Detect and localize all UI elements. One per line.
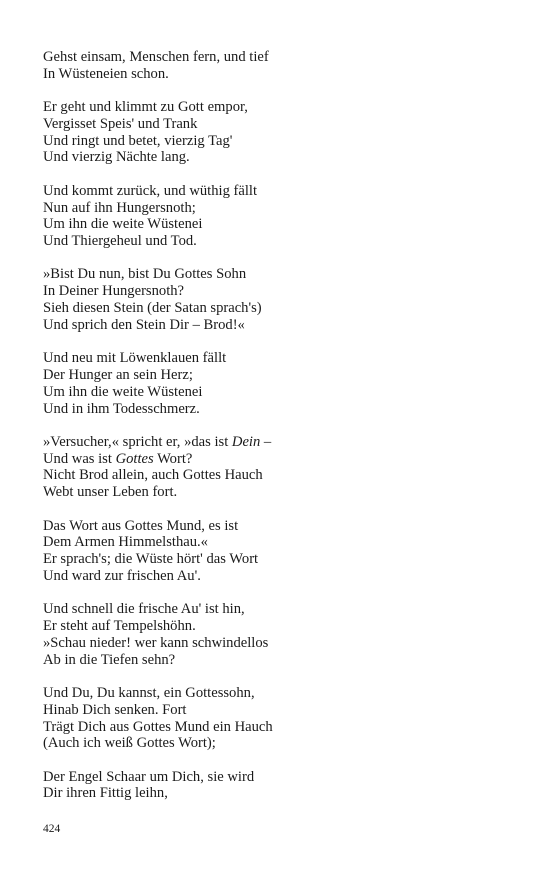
stanza — [43, 518, 523, 585]
verse-line — [43, 99, 523, 116]
page-number: 424 — [43, 823, 61, 835]
verse-line — [43, 200, 523, 217]
stanza — [43, 49, 523, 83]
verse-line — [43, 183, 523, 200]
verse-line — [43, 317, 523, 334]
stanza — [43, 183, 523, 250]
stanza — [43, 601, 523, 668]
verse-text: Und ringt und betet, vierzig Tag' — [43, 132, 233, 149]
verse-text: Ab in die Tiefen sehn? — [43, 651, 176, 668]
verse-text: Wort? — [153, 450, 193, 467]
verse-text: – — [260, 433, 272, 450]
verse-text: »Schau nieder! wer kann schwindellos — [43, 634, 269, 651]
verse-line — [43, 702, 523, 719]
verse-line — [43, 534, 523, 551]
verse-line — [43, 652, 523, 669]
verse-text: Und was ist — [43, 450, 116, 467]
verse-text: Der Hunger an sein Herz; — [43, 366, 193, 383]
verse-text: Und vierzig Nächte lang. — [43, 149, 190, 166]
verse-line — [43, 66, 523, 83]
verse-line — [43, 216, 523, 233]
verse-text: Nicht Brod allein, auch Gottes Hauch — [43, 467, 263, 484]
verse-line — [43, 719, 523, 736]
verse-line — [43, 384, 523, 401]
verse-line — [43, 618, 523, 635]
stanza — [43, 769, 523, 803]
verse-line — [43, 116, 523, 133]
stanza — [43, 685, 523, 752]
verse-text: Und sprich den Stein Dir – Brod!« — [43, 316, 245, 333]
verse-text: Dem Armen Himmelsthau.« — [43, 534, 208, 551]
verse-line — [43, 769, 523, 786]
italic-text: Dein — [231, 433, 261, 450]
verse-line — [43, 451, 523, 468]
verse-text: Dir ihren Fittig leihn, — [43, 785, 168, 802]
verse-line — [43, 149, 523, 166]
verse-line — [43, 283, 523, 300]
verse-line — [43, 484, 523, 501]
verse-text: Er geht und klimmt zu Gott empor, — [43, 99, 248, 116]
verse-text: (Auch ich weiß Gottes Wort); — [43, 735, 216, 752]
verse-text: Hinab Dich senken. Fort — [43, 701, 187, 718]
verse-line — [43, 233, 523, 250]
verse-text: Er steht auf Tempelshöhn. — [43, 618, 196, 635]
verse-text: In Wüsteneien schon. — [43, 65, 169, 82]
verse-line — [43, 601, 523, 618]
verse-text: Um ihn die weite Wüstenei — [43, 216, 203, 233]
verse-line — [43, 785, 523, 802]
stanza — [43, 350, 523, 417]
verse-line — [43, 133, 523, 150]
verse-line — [43, 266, 523, 283]
verse-text: Trägt Dich aus Gottes Mund ein Hauch — [43, 718, 273, 735]
verse-text: Vergisset Speis' und Trank — [43, 115, 198, 132]
verse-text: In Deiner Hungersnoth? — [43, 283, 185, 300]
verse-line — [43, 551, 523, 568]
stanza — [43, 434, 523, 501]
verse-text: »Versucher,« spricht er, »das ist — [43, 433, 232, 450]
verse-text: Nun auf ihn Hungersnoth; — [43, 199, 196, 216]
verse-line — [43, 434, 523, 451]
verse-text: Und Du, Du kannst, ein Gottessohn, — [43, 684, 255, 701]
verse-text: Und schnell die frische Au' ist hin, — [43, 601, 245, 618]
verse-text: Und Thiergeheul und Tod. — [43, 233, 197, 250]
italic-text: Gottes — [115, 450, 154, 467]
verse-line — [43, 401, 523, 418]
verse-text: Und ward zur frischen Au'. — [43, 567, 201, 584]
verse-text: Sieh diesen Stein (der Satan sprach's) — [43, 300, 262, 317]
verse-line — [43, 367, 523, 384]
stanza — [43, 99, 523, 166]
poem-body — [43, 49, 523, 819]
verse-text: »Bist Du nun, bist Du Gottes Sohn — [43, 266, 247, 283]
verse-line — [43, 49, 523, 66]
verse-text: Der Engel Schaar um Dich, sie wird — [43, 768, 255, 785]
verse-text: Das Wort aus Gottes Mund, es ist — [43, 517, 239, 534]
verse-line — [43, 685, 523, 702]
verse-text: Und in ihm Todesschmerz. — [43, 400, 200, 417]
verse-line — [43, 518, 523, 535]
verse-text: Webt unser Leben fort. — [43, 484, 178, 501]
verse-text: Und neu mit Löwenklauen fällt — [43, 350, 227, 367]
verse-line — [43, 635, 523, 652]
verse-line — [43, 735, 523, 752]
verse-text: Um ihn die weite Wüstenei — [43, 383, 203, 400]
verse-line — [43, 300, 523, 317]
verse-text: Gehst einsam, Menschen fern, und tief — [43, 49, 269, 65]
verse-text: Und kommt zurück, und wüthig fällt — [43, 182, 258, 199]
verse-line — [43, 350, 523, 367]
verse-line — [43, 568, 523, 585]
verse-text: Er sprach's; die Wüste hört' das Wort — [43, 551, 259, 568]
verse-line — [43, 467, 523, 484]
stanza — [43, 266, 523, 333]
